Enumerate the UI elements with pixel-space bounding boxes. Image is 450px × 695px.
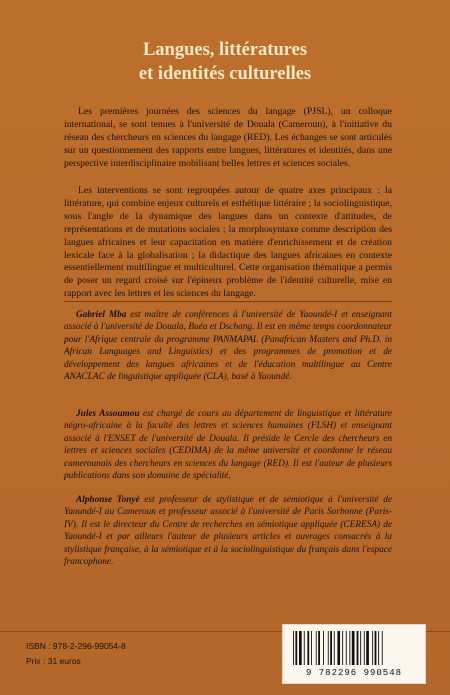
summary-paragraph-1 [64,106,392,171]
barcode [282,624,426,684]
author-bio-mba [64,309,392,383]
title-line-2: et identités culturelles [138,64,312,84]
author-name: Alphonse Tonyè [76,495,140,505]
summary-text-2: Les interventions se sont regroupées autour de quatre axes principaux : la littérature, qui combine enjeux culturels et esthétique littéraire ; la sociolinguistique, sous l'angle de la dynamique des langues dans un contexte d'attitudes, de représentations et de mutations sociales ; la morphosyntaxe comme description des langues africaines et leur capacitation en matière d'enrichissement et de création lexicale face à la globalisation ; la didactique des langues africaines en contexte essentiellement multilingue et multiculturel. Cette organisation thématique a permis de poser un regard croisé sur l'épineux problème de l'identité culturelle, mise en rapport avec les lettres et les sciences du langage. [64,185,392,300]
section-divider [64,301,392,302]
author-bio-text: est chargé de cours au département de linguistique et littérature négro-africaine à la faculté des lettres et sciences humaines (FLSH) et enseignant associé à l'ENSET de l'université de Douala. Il préside le Cercle des chercheurs en lettres et sciences sociales (CEDIMA) de la même université et coordonne le réseau camerounais des chercheurs en sciences du langage (RED). Il est l'auteur de plusieurs publications dans son domaine de spécialité. [64,409,392,482]
price-label: Prix : 31 euros [26,656,81,666]
summary-paragraph-2 [64,185,392,301]
barcode-number: 9 782296 990548 [305,668,402,678]
author-name: Gabriel Mba [76,310,127,320]
author-bio-text: est professeur de stylistique et de sémiotique à l'université de Yaoundé-I au Cameroun et professeur associé à l'université de Paris Sorbonne (Paris-IV). Il est le directeur du Centre de recherches en sémiotique appliquée (CERESA) de Yaoundé-I et par ailleurs l'auteur de plusieurs articles et ouvrages consacrés à la stylistique française, à la sémiotique et à la sociolinguistique du français dans l'espace francophone. [64,495,392,568]
summary-text-1: Les premières journées des sciences du langage (PJSL), un colloque international, se sont tenues à l'université de Douala (Cameroun), à l'initiative du réseau des chercheurs en sciences du langage (RED). Les échanges se sont articulés sur un questionnement des rapports entre langues, littératures et identités, dans une perspective interdisciplinaire mobilisant belles lettres et sciences sociales. [64,106,392,169]
cover-title [0,38,450,86]
author-bio-tonye [64,494,392,568]
title-line-1: Langues, littératures [142,40,308,60]
isbn-label: ISBN : 978-2-296-99054-8 [26,641,126,651]
author-bio-text: est maître de conférences à l'université de Yaoundé-I et enseignant associé à l'université de Douala, Buéa et Dschang. Il est en même temps coordonnateur pour l'Afrique centrale du programme PANMAPAL (Panafrican Masters and Ph.D. in African Languages and Linguistics) et des programmes de promotion et de développement des langues africaines et de l'éducation multilingue au Centre ANACLAC de linguistique appliquée (CLA), basé à Yaoundé. [64,310,392,383]
author-name: Jules Assoumou [76,409,140,419]
author-bio-assoumou [64,408,392,482]
barcode-bars [293,631,417,667]
